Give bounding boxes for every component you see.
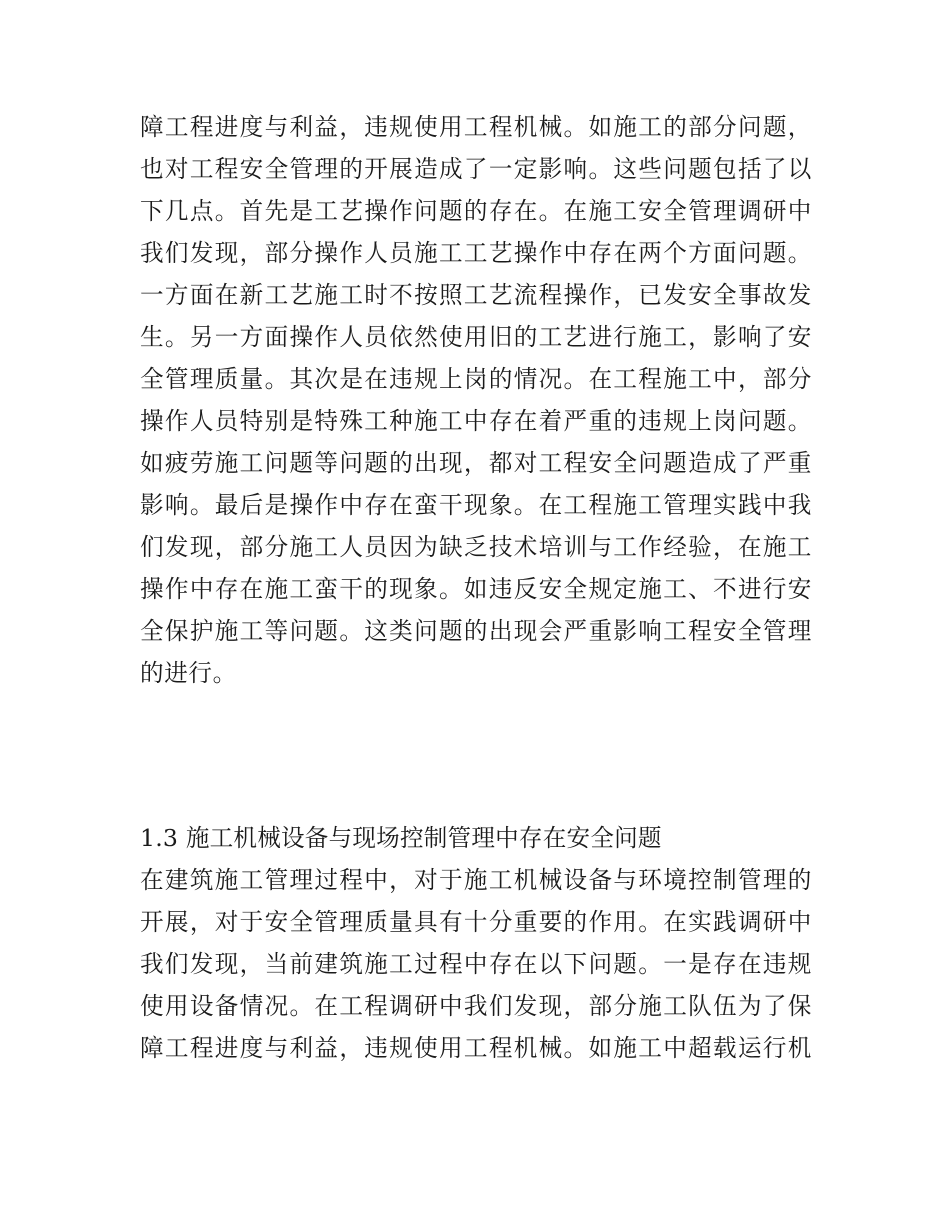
section-heading-text: 1.3 施工机械设备与现场控制管理中存在安全问题 — [140, 824, 662, 852]
paragraph-line: 使用设备情况。在工程调研中我们发现，部分施工队伍为了保 — [140, 992, 812, 1020]
paragraph-line: 我们发现，当前建筑施工过程中存在以下问题。一是存在违规 — [140, 950, 812, 978]
paragraph-line: 在建筑施工管理过程中，对于施工机械设备与环境控制管理的 — [140, 866, 812, 894]
paragraph-line: 操作人员特别是特殊工种施工中存在着严重的违规上岗问题。 — [140, 407, 812, 435]
paragraph-line: 操作中存在施工蛮干的现象。如违反安全规定施工、不进行安 — [140, 575, 812, 603]
paragraph-line: 全管理质量。其次是在违规上岗的情况。在工程施工中，部分 — [140, 365, 812, 393]
paragraph-line: 障工程进度与利益，违规使用工程机械。如施工中超载运行机 — [140, 1034, 812, 1062]
paragraph-line: 们发现，部分施工人员因为缺乏技术培训与工作经验，在施工 — [140, 533, 812, 561]
paragraph-line: 我们发现，部分操作人员施工工艺操作中存在两个方面问题。 — [140, 239, 812, 267]
paragraph-1 — [140, 106, 812, 694]
paragraph-line: 如疲劳施工问题等问题的出现，都对工程安全问题造成了严重 — [140, 449, 812, 477]
section-heading — [140, 817, 812, 859]
paragraph-line-last: 的进行。 — [140, 659, 237, 687]
paragraph-line: 开展，对于安全管理质量具有十分重要的作用。在实践调研中 — [140, 908, 812, 936]
paragraph-line: 一方面在新工艺施工时不按照工艺流程操作，已发安全事故发 — [140, 281, 812, 309]
paragraph-2 — [140, 859, 812, 1069]
paragraph-line: 生。另一方面操作人员依然使用旧的工艺进行施工，影响了安 — [140, 323, 812, 351]
paragraph-line: 下几点。首先是工艺操作问题的存在。在施工安全管理调研中 — [140, 197, 812, 225]
paragraph-line: 也对工程安全管理的开展造成了一定影响。这些问题包括了以 — [140, 155, 812, 183]
paragraph-line: 障工程进度与利益，违规使用工程机械。如施工的部分问题， — [140, 113, 812, 141]
paragraph-line: 全保护施工等问题。这类问题的出现会严重影响工程安全管理 — [140, 617, 812, 645]
paragraph-line: 影响。最后是操作中存在蛮干现象。在工程施工管理实践中我 — [140, 491, 812, 519]
